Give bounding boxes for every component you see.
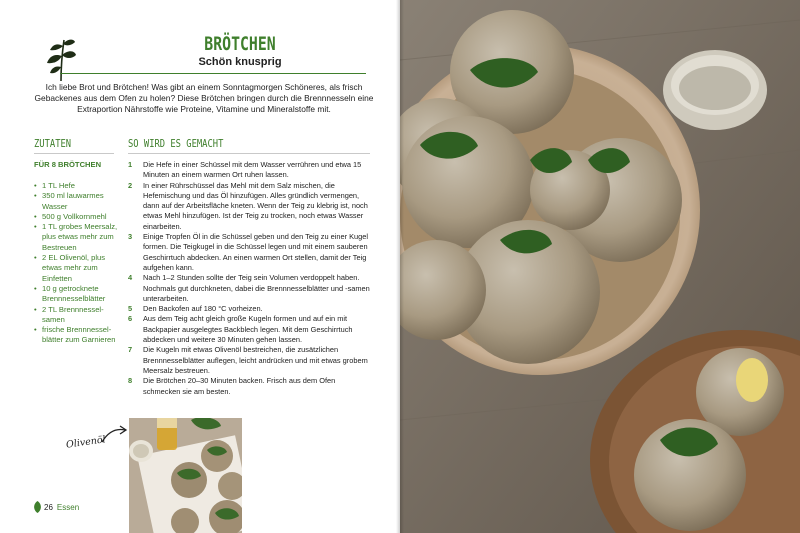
step-number: 7 xyxy=(128,345,133,355)
servings-label: FÜR 8 BRÖTCHEN xyxy=(34,160,102,169)
bread-rolls-photo xyxy=(400,0,800,533)
method-step xyxy=(128,304,372,314)
title-divider xyxy=(60,73,366,74)
nettle-sprig-icon xyxy=(44,36,78,82)
olive-oil-annotation: Olivenöl xyxy=(65,434,107,451)
ingredient-item: • 2 EL Olivenöl, plus etwas mehr zum Einfetten xyxy=(34,253,120,284)
ingredient-item: • frische Brennnesselblätter zum Garnieren xyxy=(34,325,120,346)
section-label: Essen xyxy=(56,503,80,512)
page-footer xyxy=(44,503,79,512)
method-heading: SO WIRD ES GEMACHT xyxy=(128,137,224,150)
step-text: Die Kugeln mit etwas Olivenöl bestreichen, die zusätzlichen Brennnesselblätter auflegen, leicht andrücken und mit etwas grobem Meersalz bestreuen. xyxy=(143,345,368,375)
step-number: 8 xyxy=(128,376,133,386)
recipe-subtitle: Schön knusprig xyxy=(198,56,282,68)
arrow-icon xyxy=(100,424,130,446)
step-number: 1 xyxy=(128,160,133,169)
ingredient-item: • 350 ml lauwarmes Wasser xyxy=(34,191,120,212)
right-page-photo xyxy=(400,0,800,533)
step-number: 4 xyxy=(128,273,133,283)
method-step xyxy=(128,181,372,232)
ingredient-item: • 10 g getrocknete Brennnesselblätter xyxy=(34,284,120,305)
page-gutter xyxy=(396,0,404,533)
step-text: Den Backofen auf 180 °C vorheizen. xyxy=(143,304,263,314)
step-number: 6 xyxy=(128,314,133,324)
method-step xyxy=(128,273,372,304)
ingredients-divider xyxy=(34,153,114,154)
step-text: Die Brötchen 20–30 Minuten backen. Frisch aus dem Ofen schmecken sie am besten. xyxy=(143,376,336,396)
ingredient-item: • 2 TL Brennnesselsamen xyxy=(34,305,120,326)
method-step xyxy=(128,314,372,345)
step-text: In einer Rührschüssel das Mehl mit dem Salz mischen, die Hefemischung und das Öl hinzufügen. Alles gründlich vermengen, dann auf der Arbeitsfläche kneten. Wenn der Teig zu klebrig ist, noch etwas Mehl hinzufügen. Ist der Teig zu trocken, noch etwas Wasser einarbeiten. xyxy=(143,180,368,231)
step-text: Die Hefe in einer Schüssel mit dem Wasser verrühren und etwa 15 Minuten an einem warmen Ort ruhen lassen. xyxy=(143,160,362,180)
method-steps xyxy=(128,160,372,397)
leaf-icon xyxy=(33,501,42,513)
preparation-photo xyxy=(129,418,242,533)
step-text: Nach 1–2 Stunden sollte der Teig sein Volumen verdoppelt haben. Nochmals gut durchkneten, dabei die Brennnesselblätter und -samen unterarbeiten. xyxy=(143,273,370,303)
ingredient-item: • 1 TL grobes Meersalz, plus etwas mehr zum Bestreuen xyxy=(34,222,120,253)
step-number: 2 xyxy=(128,180,133,190)
page-number: 26 xyxy=(44,503,53,512)
step-text: Einige Tropfen Öl in die Schüssel geben und den Teig zu einer Kugel formen. Die Teigkugel in die Schüssel legen und mit einem sauberen Geschirrtuch abdecken. An einen warmen Ort stellen, damit der Teig aufgehen kann. xyxy=(143,232,369,272)
step-number: 5 xyxy=(128,304,133,314)
ingredients-heading: ZUTATEN xyxy=(34,137,72,150)
recipe-intro: Ich liebe Brot und Brötchen! Was gibt an einem Sonntagmorgen Schöneres, als frisch Gebackenes aus dem Ofen zu holen? Diese Brötchen bringen durch die Brennnesseln eine Extraportion Nährstoffe wie Proteine, Vitamine und Mineralstoffe mit. xyxy=(34,82,374,114)
method-step xyxy=(128,232,372,273)
ingredient-item: • 500 g Vollkornmehl xyxy=(34,212,120,222)
method-step xyxy=(128,345,372,376)
recipe-title: BRÖTCHEN xyxy=(204,33,276,55)
method-divider xyxy=(128,153,370,154)
step-number: 3 xyxy=(128,232,133,242)
method-step xyxy=(128,376,372,397)
ingredient-list xyxy=(34,181,120,346)
method-step xyxy=(128,160,372,181)
ingredient-item: • 1 TL Hefe xyxy=(34,181,120,191)
step-text: Aus dem Teig acht gleich große Kugeln formen und auf ein mit Backpapier ausgelegtes Backblech legen. Mit dem Geschirrtuch abdecken und weitere 30 Minuten gehen lassen. xyxy=(143,314,353,345)
